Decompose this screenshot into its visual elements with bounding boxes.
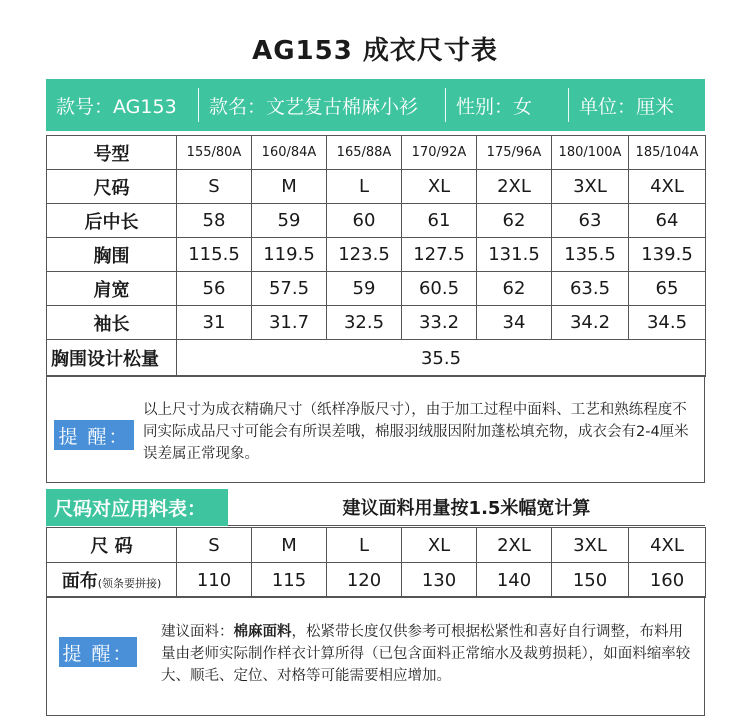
- amount-label: 面布: [61, 571, 98, 592]
- header-name: 款名：文艺复古棉麻小衫: [209, 95, 419, 118]
- table-row: [47, 238, 706, 272]
- ease-row: [47, 340, 706, 377]
- table-cell: S: [177, 170, 252, 204]
- fabric-reminder-text: [161, 621, 696, 687]
- table-cell: 130: [402, 563, 477, 598]
- table-cell: 34.5: [629, 306, 706, 340]
- table-cell: S: [177, 528, 252, 563]
- table-cell: 33.2: [402, 306, 477, 340]
- row-label: 后中长: [47, 204, 177, 238]
- table-cell: L: [327, 170, 402, 204]
- table-cell: 115.5: [177, 238, 252, 272]
- header-divider: [568, 88, 569, 122]
- reminder-badge: 提 醒：: [59, 637, 137, 667]
- ease-value: 35.5: [177, 340, 706, 377]
- table-cell: 120: [327, 563, 402, 598]
- table-cell: 2XL: [477, 170, 552, 204]
- reminder-prefix: 建议面料：: [161, 624, 234, 640]
- reminder-emphasis: 棉麻面料: [233, 624, 292, 640]
- header-divider: [445, 88, 446, 122]
- reminder-body: ，松紧带长度仅供参考可根据松紧性和喜好自行调整，布料用量由老师实际制作样衣计算所得（已包含面料正常缩水及裁剪损耗），如面料缩率较大、顺毛、定位、对格等可能需要相应增加。: [161, 624, 691, 684]
- table-cell: M: [252, 528, 327, 563]
- reminder-box: [46, 375, 705, 483]
- header-code: 款号：AG153: [56, 95, 177, 118]
- table-cell: 64: [629, 204, 706, 238]
- table-cell: 57.5: [252, 272, 327, 306]
- table-cell: 140: [477, 563, 552, 598]
- table-cell: 34: [477, 306, 552, 340]
- table-cell: L: [327, 528, 402, 563]
- spec-cell: 160/84A: [252, 136, 327, 170]
- fabric-reminder-box: [46, 596, 705, 716]
- header-divider: [198, 88, 199, 122]
- table-cell: 58: [177, 204, 252, 238]
- spec-cell: 175/96A: [477, 136, 552, 170]
- spec-cell: 155/80A: [177, 136, 252, 170]
- spec-cell: 165/88A: [327, 136, 402, 170]
- table-cell: 65: [629, 272, 706, 306]
- amount-note: (领条要拼接): [97, 577, 162, 590]
- reminder-text: 以上尺寸为成衣精确尺寸（纸样净版尺寸），由于加工过程中面料、工艺和熟练程度不同实际成品尺寸可能会有所误差哦，棉服羽绒服因附加蓬松填充物，成衣会有2-4厘米误差属正常现象。: [143, 402, 689, 462]
- row-label: 肩宽: [47, 272, 177, 306]
- header-unit: 单位：厘米: [579, 95, 675, 118]
- table-cell: 139.5: [629, 238, 706, 272]
- table-cell: 34.2: [552, 306, 629, 340]
- fabric-heading: 尺码对应用料表：: [46, 489, 228, 526]
- spec-cell: 170/92A: [402, 136, 477, 170]
- spec-row: [47, 136, 706, 170]
- table-cell: 59: [327, 272, 402, 306]
- row-label: 尺码: [47, 170, 177, 204]
- table-cell: 135.5: [552, 238, 629, 272]
- table-row: [47, 528, 706, 563]
- size-table: [46, 135, 706, 377]
- table-cell: 3XL: [552, 170, 629, 204]
- table-row: [47, 563, 706, 598]
- table-cell: 56: [177, 272, 252, 306]
- table-cell: 62: [477, 272, 552, 306]
- table-cell: 127.5: [402, 238, 477, 272]
- row-label: 袖长: [47, 306, 177, 340]
- table-cell: 4XL: [629, 170, 706, 204]
- table-cell: 31.7: [252, 306, 327, 340]
- table-cell: 115: [252, 563, 327, 598]
- table-cell: 61: [402, 204, 477, 238]
- fabric-suggestion: 建议面料用量按1.5米幅宽计算: [228, 489, 705, 526]
- table-cell: 63: [552, 204, 629, 238]
- table-cell: 59: [252, 204, 327, 238]
- table-cell: 123.5: [327, 238, 402, 272]
- table-cell: 63.5: [552, 272, 629, 306]
- page-title: AG153 成衣尺寸表: [252, 36, 498, 66]
- table-cell: 60.5: [402, 272, 477, 306]
- table-row: [47, 170, 706, 204]
- ease-label: 胸围设计松量: [47, 340, 177, 377]
- spec-cell: 180/100A: [552, 136, 629, 170]
- table-cell: 131.5: [477, 238, 552, 272]
- table-cell: 110: [177, 563, 252, 598]
- table-cell: 119.5: [252, 238, 327, 272]
- table-cell: XL: [402, 170, 477, 204]
- table-cell: 60: [327, 204, 402, 238]
- row-label: 胸围: [47, 238, 177, 272]
- table-cell: 32.5: [327, 306, 402, 340]
- table-cell: M: [252, 170, 327, 204]
- row-label: 号型: [47, 136, 177, 170]
- table-cell: 2XL: [477, 528, 552, 563]
- header-gender: 性别：女: [456, 95, 533, 118]
- header-bar: [46, 79, 705, 131]
- fabric-table: [46, 527, 706, 598]
- table-row: [47, 204, 706, 238]
- table-cell: 3XL: [552, 528, 629, 563]
- reminder-badge: 提 醒：: [54, 420, 134, 450]
- table-row: [47, 306, 706, 340]
- row-label: 尺 码: [47, 528, 177, 563]
- table-cell: 4XL: [629, 528, 706, 563]
- table-cell: 150: [552, 563, 629, 598]
- table-cell: 62: [477, 204, 552, 238]
- table-row: [47, 272, 706, 306]
- row-label: [47, 563, 177, 598]
- table-cell: 31: [177, 306, 252, 340]
- table-cell: XL: [402, 528, 477, 563]
- table-cell: 160: [629, 563, 706, 598]
- spec-cell: 185/104A: [629, 136, 706, 170]
